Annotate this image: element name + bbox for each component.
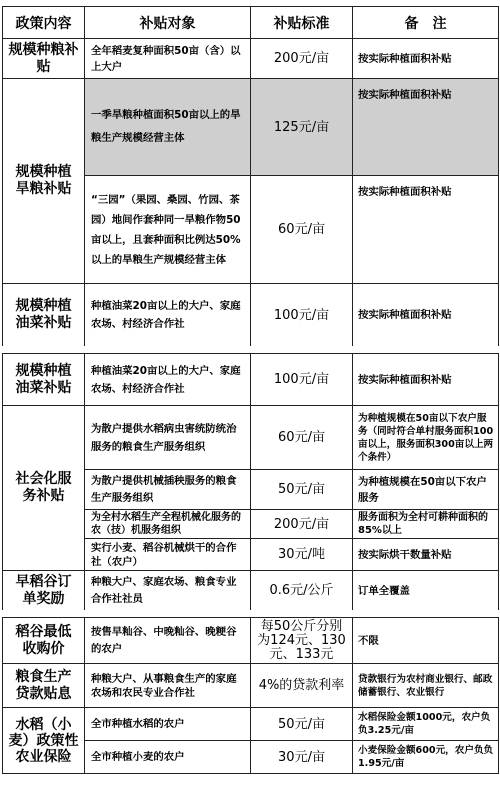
row-standard: 50元/亩: [251, 708, 353, 741]
table-row: [3, 354, 499, 406]
row-note: 按实际种植面积补贴: [353, 79, 499, 176]
policy-table-part1: [2, 6, 499, 347]
table-gap: [0, 610, 500, 617]
row-category: 规模种植旱粮补贴: [3, 79, 85, 284]
table-row: [3, 708, 499, 741]
row-standard: 30元/吨: [251, 539, 353, 571]
row-note: 按实际种植面积补贴: [353, 284, 499, 347]
row-standard: 200元/亩: [251, 39, 353, 79]
row-target: 种植油菜20亩以上的大户、家庭农场、村经济合作社: [85, 354, 251, 406]
row-category: 粮食生产贷款贴息: [3, 664, 85, 708]
row-note: 按实际种植面积补贴: [353, 176, 499, 284]
row-note: 按实际烘干数量补贴: [353, 539, 499, 571]
row-target: 种植油菜20亩以上的大户、家庭农场、村经济合作社: [85, 284, 251, 347]
header-policy: 政策内容: [3, 7, 85, 39]
row-target: 全市种植水稻的农户: [85, 708, 251, 741]
header-row: [3, 7, 499, 39]
row-standard: 100元/亩: [251, 284, 353, 347]
row-standard: 0.6元/公斤: [251, 571, 353, 611]
row-standard: 50元/亩: [251, 470, 353, 510]
header-standard: 补贴标准: [251, 7, 353, 39]
row-standard: 125元/亩: [251, 79, 353, 176]
header-note: 备 注: [353, 7, 499, 39]
row-category: 早稻谷订单奖励: [3, 571, 85, 611]
table-row: [3, 284, 499, 347]
table-row: [3, 406, 499, 470]
row-category: 规模种植油菜补贴: [3, 284, 85, 347]
row-target: 为散户提供水稻病虫害统防统治服务的粮食生产服务组织: [85, 406, 251, 470]
row-category: 稻谷最低收购价: [3, 618, 85, 664]
table-row: [3, 39, 499, 79]
row-target: 为全村水稻生产全程机械化服务的农（技）机服务组织: [85, 510, 251, 539]
row-target: 按售早籼谷、中晚籼谷、晚粳谷的农户: [85, 618, 251, 664]
row-target: 一季旱粮种植面积50亩以上的旱粮生产规模经营主体: [85, 79, 251, 176]
table-row: [3, 664, 499, 708]
row-standard: 30元/亩: [251, 741, 353, 774]
row-note: 按实际种植面积补贴: [353, 354, 499, 406]
table-gap: [0, 346, 500, 353]
table-row: [3, 79, 499, 176]
policy-table-part3: [2, 617, 499, 774]
row-standard: 100元/亩: [251, 354, 353, 406]
row-note: 订单全覆盖: [353, 571, 499, 611]
row-target: 种粮大户、从事粮食生产的家庭农场和农民专业合作社: [85, 664, 251, 708]
row-note: 为种植规模在50亩以下农户服务: [353, 470, 499, 510]
row-standard: 每50公斤分别为124元、130元、133元: [251, 618, 353, 664]
row-category: 水稻（小麦）政策性农业保险: [3, 708, 85, 774]
row-target: 实行小麦、稻谷机械烘干的合作社（农户）: [85, 539, 251, 571]
policy-table-part2: [2, 353, 499, 611]
row-target: 全年稻麦复种面积50亩（含）以上大户: [85, 39, 251, 79]
table-row: [3, 618, 499, 664]
row-standard: 200元/亩: [251, 510, 353, 539]
row-note: 水稻保险金额1000元，农户负负3.25元/亩: [353, 708, 499, 741]
row-target: 为散户提供机械插秧服务的粮食生产服务组织: [85, 470, 251, 510]
row-note: 按实际种植面积补贴: [353, 39, 499, 79]
row-target: 全市种植小麦的农户: [85, 741, 251, 774]
row-category: 社会化服务补贴: [3, 406, 85, 571]
row-target: “三园”（果园、桑园、竹园、茶园）地间作套种同一旱粮作物50亩以上，且套种面积比例达50%以上的旱粮生产规模经营主体: [85, 176, 251, 284]
row-standard: 60元/亩: [251, 176, 353, 284]
header-target: 补贴对象: [85, 7, 251, 39]
row-note: 为种植规模在50亩以下农户服务（同时符合单村服务面积100亩以上，服务面积300亩以上两个条件）: [353, 406, 499, 470]
row-target: 种粮大户、家庭农场、粮食专业合作社社员: [85, 571, 251, 611]
row-standard: 60元/亩: [251, 406, 353, 470]
row-category: 规模种粮补贴: [3, 39, 85, 79]
row-note: 不限: [353, 618, 499, 664]
table-row: [3, 571, 499, 611]
row-note: 服务面积为全村可耕种面积的85%以上: [353, 510, 499, 539]
row-note: 小麦保险金额600元，农户负负1.95元/亩: [353, 741, 499, 774]
row-category: 规模种植油菜补贴: [3, 354, 85, 406]
row-standard: 4%的贷款利率: [251, 664, 353, 708]
row-note: 贷款银行为农村商业银行、邮政储蓄银行、农业银行: [353, 664, 499, 708]
